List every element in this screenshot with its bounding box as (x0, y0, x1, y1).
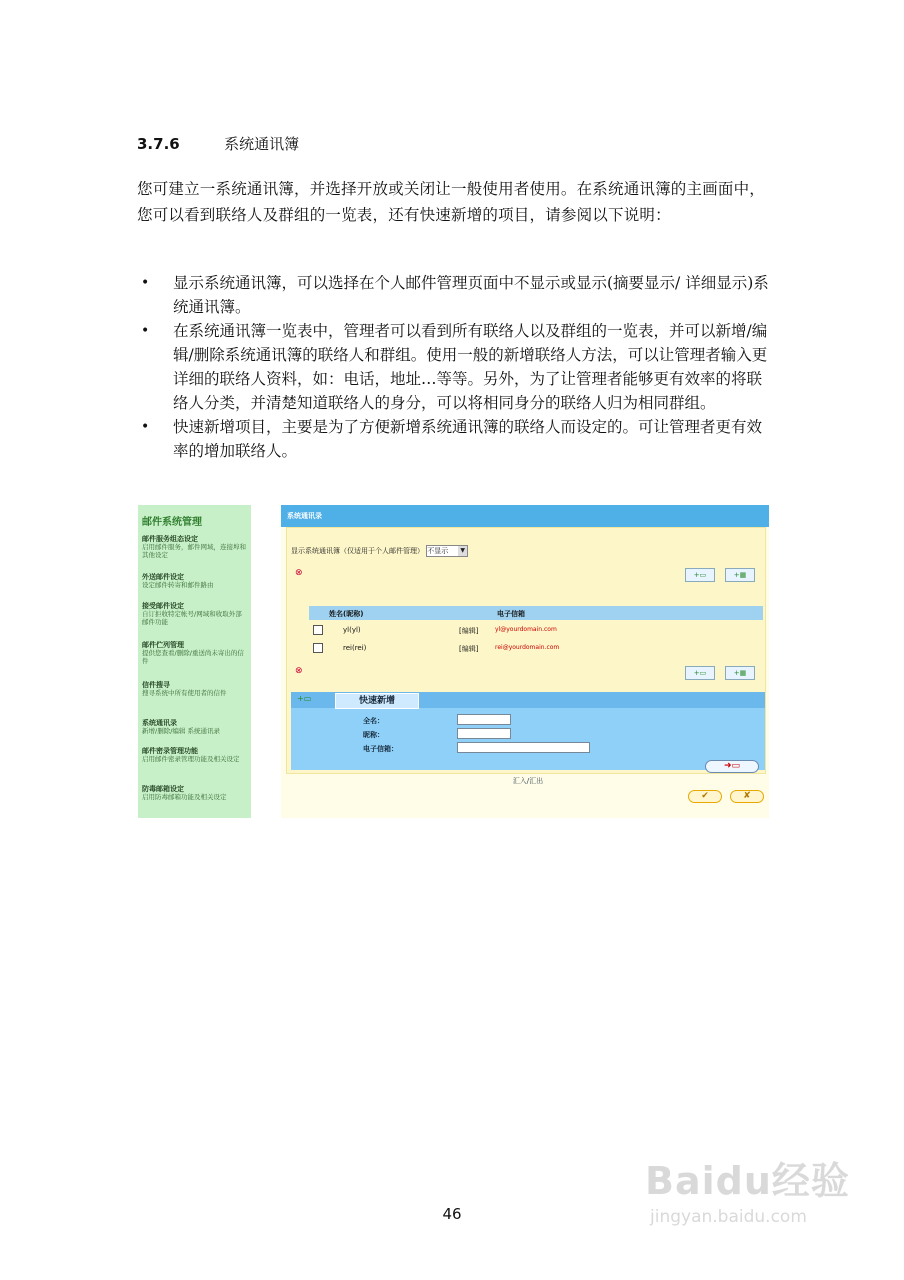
display-select[interactable]: 不显示 ▼ (426, 545, 468, 557)
sidebar-item-mail-search[interactable]: 信件搜寻 搜寻系统中所有使用者的信件 (142, 681, 227, 697)
main-title: 系统通讯录 (287, 512, 322, 520)
section-title: 系统通讯簿 (224, 135, 300, 153)
embedded-screenshot (138, 505, 769, 818)
sidebar-item-service-config[interactable]: 邮件服务组态设定 启用邮件服务，邮件网域，连接埠和其他设定 (142, 535, 246, 559)
submit-quick-add-button[interactable]: ➜▭ (705, 760, 759, 773)
edit-link[interactable]: [编辑] (459, 627, 479, 635)
contact-name: rei(rei) (343, 644, 367, 652)
baidu-watermark (645, 1150, 850, 1227)
quick-add-header (291, 692, 765, 708)
list-item: • 快速新增项目，主要是为了方便新增系统通讯簿的联络人而设定的。可让管理者更有效率的增加联络人。 (137, 415, 777, 463)
sidebar-item-archive[interactable]: 邮件密录管理功能 启用邮件密录管理功能及相关设定 (142, 747, 240, 763)
bullet-icon: • (141, 275, 150, 291)
add-group-button[interactable]: +▦ (725, 666, 755, 680)
display-label: 显示系统通讯簿（仅适用于个人邮件管理） (291, 547, 424, 555)
sidebar-title: 邮件系统管理 (142, 517, 202, 528)
quick-add-section (291, 692, 765, 785)
full-name-input[interactable] (457, 714, 511, 725)
display-setting (291, 545, 468, 557)
add-contact-button[interactable]: +▭ (685, 666, 715, 680)
page-number: 46 (442, 1205, 462, 1223)
sidebar-item-address-book[interactable]: 系统通讯录 新增/删除/编辑 系统通讯录 (142, 719, 220, 735)
confirm-button[interactable]: ✔ (688, 790, 722, 803)
nickname-input[interactable] (457, 728, 511, 739)
cancel-button[interactable]: ✘ (730, 790, 764, 803)
sidebar-item-incoming[interactable]: 接受邮件设定 自订拒收特定帐号/网域和收取外部邮件功能 (142, 602, 242, 626)
add-group-button[interactable]: +▦ (725, 568, 755, 582)
list-item: • 显示系统通讯簿，可以选择在个人邮件管理页面中不显示或显示(摘要显示/ 详细显示)系统通讯簿。 (137, 271, 777, 319)
bullet-icon: • (141, 323, 150, 339)
sidebar-item-outgoing[interactable]: 外送邮件设定 设定邮件转寄和邮件路由 (142, 573, 214, 589)
import-export-link[interactable]: 汇入/汇出 (512, 777, 544, 785)
watermark-logo: Baidu经验 (645, 1159, 850, 1203)
col-name-header: 姓名(昵称) (329, 610, 364, 618)
contact-email: rei@yourdomain.com (495, 644, 560, 651)
delete-group-icon[interactable]: ⊗ (295, 568, 303, 578)
chevron-down-icon: ▼ (458, 546, 467, 556)
nickname-label: 昵称： (363, 731, 384, 739)
table-row (309, 641, 763, 655)
full-name-label: 全名： (363, 717, 384, 725)
row-checkbox[interactable] (313, 625, 323, 635)
section-number: 3.7.6 (137, 135, 180, 153)
main-panel (281, 505, 769, 818)
table-row (309, 623, 763, 637)
row-checkbox[interactable] (313, 643, 323, 653)
sidebar-item-antivirus[interactable]: 防毒邮箱设定 启用防毒邮箱功能及相关设定 (142, 785, 227, 801)
add-icon: +▭ (297, 694, 312, 703)
add-contact-button[interactable]: +▭ (685, 568, 715, 582)
address-book-panel (286, 527, 766, 785)
admin-sidebar (138, 505, 251, 818)
bullet-icon: • (141, 419, 150, 435)
watermark-url: jingyan.baidu.com (650, 1207, 807, 1227)
edit-link[interactable]: [编辑] (459, 645, 479, 653)
quick-add-title: 快速新增 (335, 693, 419, 709)
contact-email: yl@yourdomain.com (495, 626, 557, 633)
intro-paragraph: 您可建立一系统通讯簿，并选择开放或关闭让一般使用者使用。在系统通讯簿的主画面中，您可以看到联络人及群组的一览表，还有快速新增的项目，请参阅以下说明： (137, 180, 766, 224)
sidebar-item-queue[interactable]: 邮件伫列管理 提供您查看/删除/重送尚未寄出的信件 (142, 641, 244, 665)
contact-name: yl(yl) (343, 626, 361, 634)
col-email-header: 电子信箱 (497, 610, 525, 618)
bullet-list (137, 271, 777, 463)
main-title-bar (281, 505, 769, 527)
table-header (309, 606, 763, 620)
delete-group-icon[interactable]: ⊗ (295, 666, 303, 676)
section-heading (137, 133, 299, 154)
email-label: 电子信箱： (363, 745, 398, 753)
email-input[interactable] (457, 742, 590, 753)
list-item: • 在系统通讯簿一览表中，管理者可以看到所有联络人以及群组的一览表，并可以新增/编辑/删除系统通讯簿的联络人和群组。使用一般的新增联络人方法，可以让管理者输入更详细的联络人资料，如：电话，地址…等等。另外，为了让管理者能够更有效率的将联络人分类，并清楚知道联络人的身分，可以将相同身分的联络人归为相同群组。 (137, 319, 777, 415)
